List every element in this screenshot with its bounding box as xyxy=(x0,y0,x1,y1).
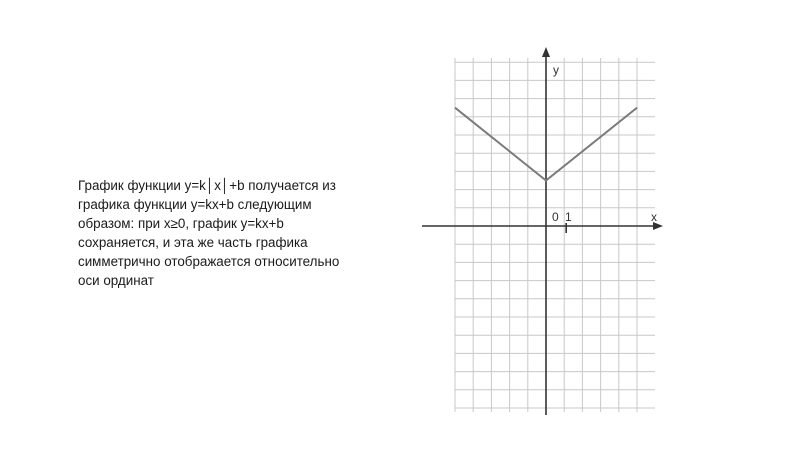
y-axis-arrow xyxy=(542,47,550,57)
x-axis-label: x xyxy=(651,210,657,224)
y-axis-label: y xyxy=(553,63,559,77)
axes xyxy=(422,47,663,415)
tick-label-one: 1 xyxy=(565,210,572,224)
description-text: График функции y=k│x│+b получается из графика функции y=kx+b следующим образом: при x≥0, график y=kx+b сохраняется, и эта же часть графика симметрично отображается относительно оси ординат xyxy=(78,178,340,288)
grid xyxy=(455,58,655,412)
tick-label-zero: 0 xyxy=(552,210,559,224)
